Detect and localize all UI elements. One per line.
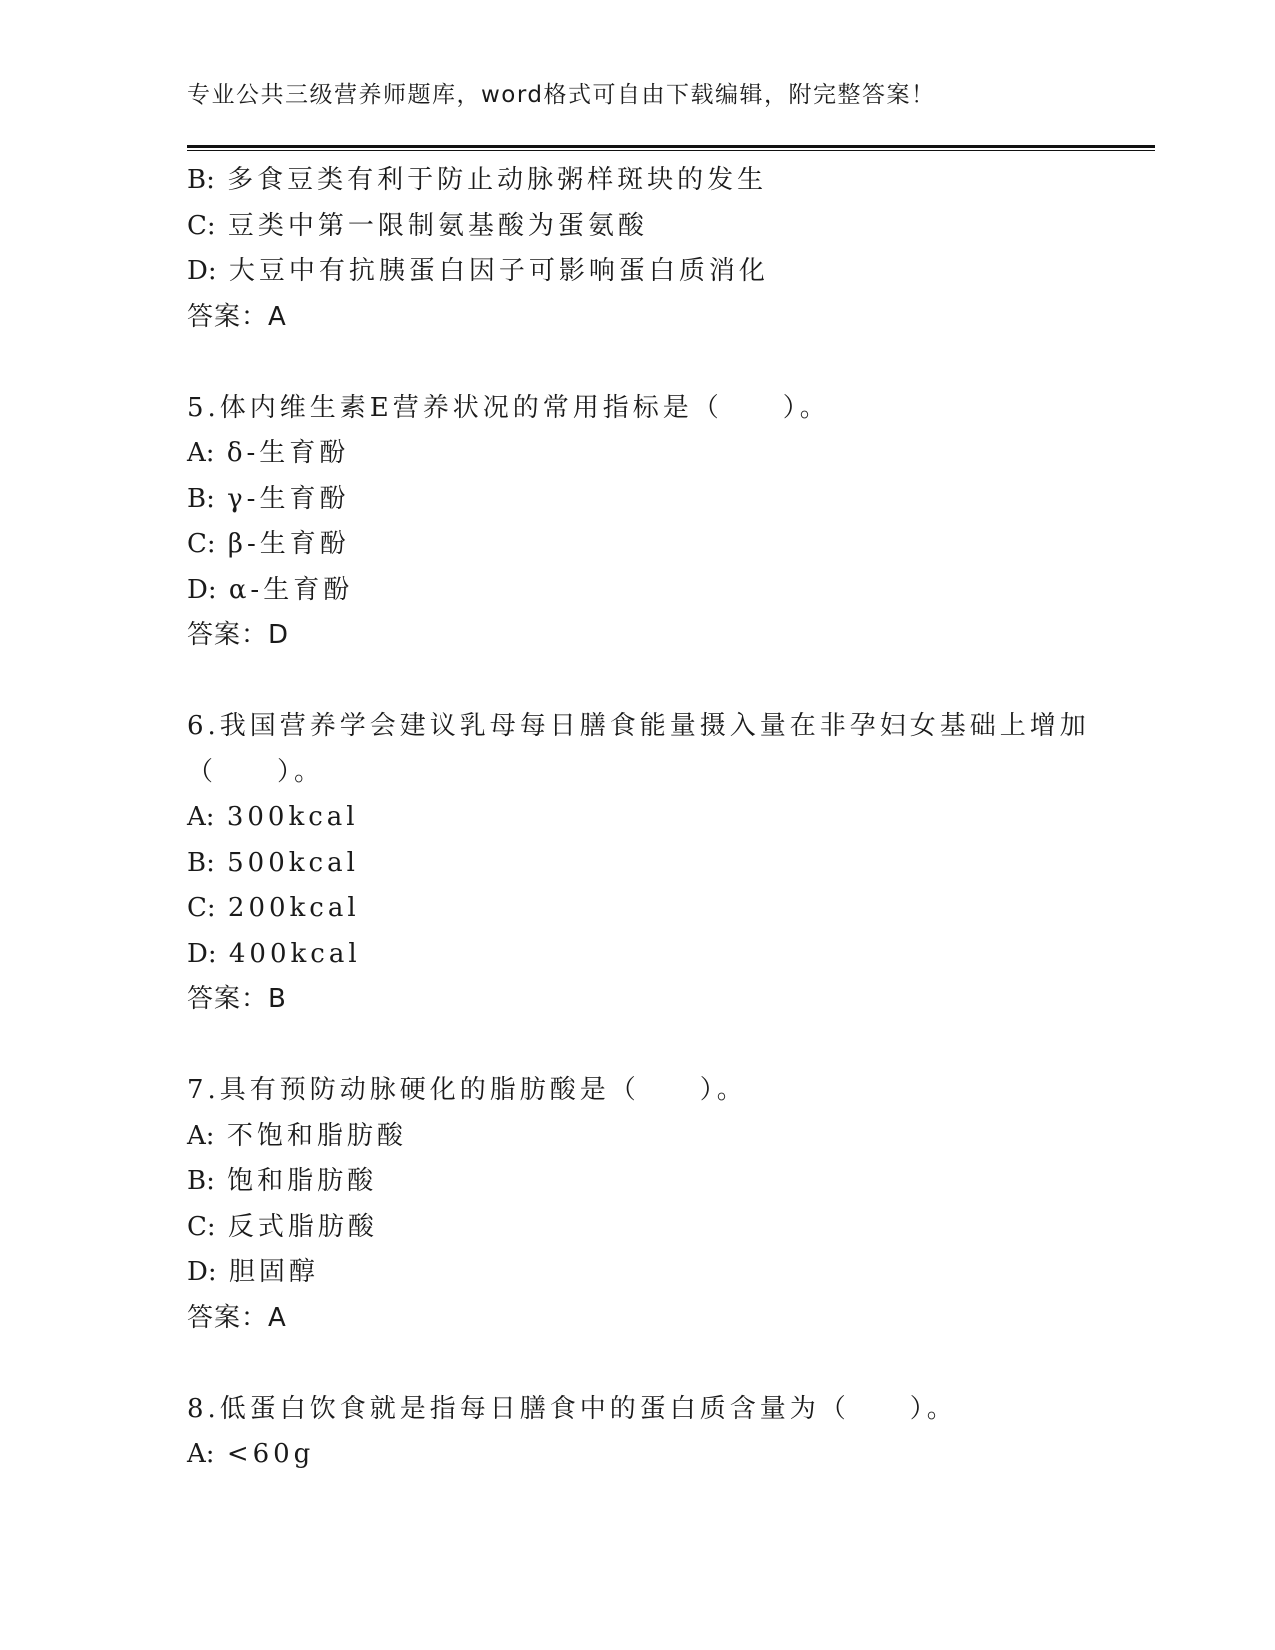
question-content (187, 158, 1127, 1478)
header-rule-thick (187, 145, 1155, 148)
option-b: B: γ-生育酚 (187, 483, 350, 514)
option-a: A: <60g (187, 1439, 315, 1469)
question-stem: 7.具有预防动脉硬化的脂肪酸是（ ）。 (187, 1075, 747, 1105)
spacer (187, 1341, 1127, 1387)
option-c: C: 200kcal (187, 893, 360, 923)
option-d: D: α-生育酚 (187, 574, 354, 605)
option-b: B: 500kcal (187, 847, 359, 878)
option-c: C: 豆类中第一限制氨基酸为蛋氨酸 (187, 210, 648, 241)
option-d: D: 大豆中有抗胰蛋白因子可影响蛋白质消化 (187, 256, 769, 286)
question-stem: 6.我国营养学会建议乳母每日膳食能量摄入量在非孕妇女基础上增加 (187, 711, 1090, 741)
question-stem-continuation: （ ）。 (187, 756, 325, 787)
header-rule-thin (187, 150, 1155, 151)
answer-line: 答案：A (187, 301, 287, 332)
answer-line: 答案：A (187, 1302, 287, 1333)
spacer (187, 340, 1127, 386)
option-a: A: δ-生育酚 (187, 438, 350, 468)
answer-line: 答案：D (187, 620, 290, 650)
option-c: C: β-生育酚 (187, 529, 350, 559)
option-c: C: 反式脂肪酸 (187, 1211, 378, 1242)
page-header: 专业公共三级营养师题库，word格式可自由下载编辑，附完整答案！ (187, 82, 936, 108)
option-a: A: 300kcal (187, 802, 359, 832)
option-b: B: 多食豆类有利于防止动脉粥样斑块的发生 (187, 165, 768, 195)
option-b: B: 饱和脂肪酸 (187, 1166, 378, 1196)
question-stem: 8.低蛋白饮食就是指每日膳食中的蛋白质含量为（ ）。 (187, 1393, 957, 1424)
answer-line: 答案：B (187, 984, 287, 1014)
question-stem: 5.体内维生素E营养状况的常用指标是（ ）。 (187, 392, 830, 423)
option-a: A: 不饱和脂肪酸 (187, 1120, 407, 1151)
option-d: D: 400kcal (187, 938, 361, 969)
option-d: D: 胆固醇 (187, 1257, 319, 1287)
spacer (187, 1023, 1127, 1069)
spacer (187, 659, 1127, 705)
